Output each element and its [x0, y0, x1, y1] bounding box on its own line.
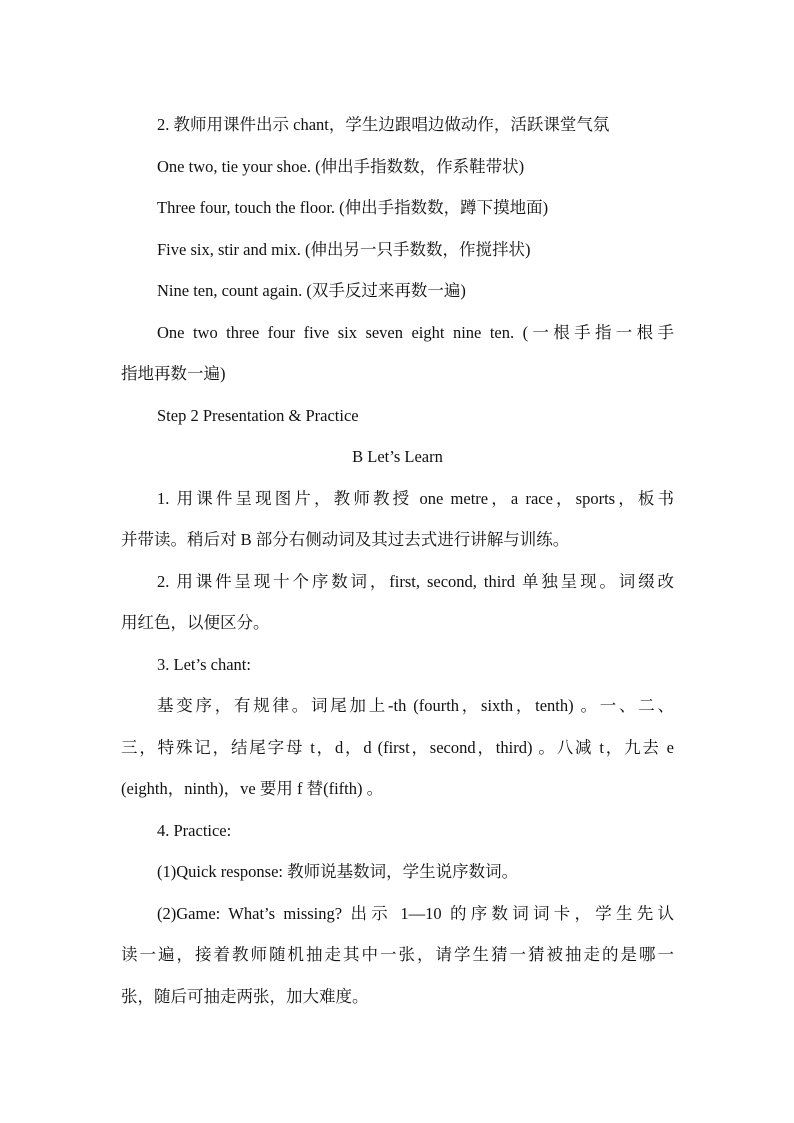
paragraph-line: 基变序，有规律。词尾加上-th (fourth，sixth，tenth) 。一、二、	[157, 696, 674, 715]
chant-line: Five six, stir and mix. (伸出另一只手数数，作搅拌状)	[157, 239, 531, 259]
practice-item: 读一遍，接着教师随机抽走其中一张，请学生猜一猜被抽走的是哪一	[121, 945, 674, 964]
paragraph-line: 三，特殊记，结尾字母 t，d，d (first，second，third) 。八减 t，九去 e	[121, 737, 674, 757]
paragraph-line: 并带读。稍后对 B 部分右侧动词及其过去式进行讲解与训练。	[121, 530, 570, 549]
paragraph-line: 1. 用课件呈现图片，教师教授 one metre，a race，sports，板书	[157, 488, 674, 508]
chant-line-continued: 指地再数一遍)	[121, 364, 226, 383]
chant-line: Three four, touch the floor. (伸出手指数数，蹲下摸地面)	[157, 198, 549, 217]
subheading: 3. Let’s chant:	[157, 654, 251, 674]
paragraph-line: 2. 教师用课件出示 chant，学生边跟唱边做动作，活跃课堂气氛	[157, 115, 610, 134]
step-heading: Step 2 Presentation & Practice	[157, 405, 359, 425]
chant-line: Nine ten, count again. (双手反过来再数一遍)	[157, 281, 466, 300]
paragraph-line: 2. 用课件呈现十个序数词，first, second, third 单独呈现。词缀改	[157, 571, 674, 591]
subheading: 4. Practice:	[157, 820, 232, 840]
practice-item: 张，随后可抽走两张，加大难度。	[121, 986, 369, 1006]
practice-item: (2)Game: What’s missing? 出示 1—10 的序数词词卡，学生先认	[157, 903, 674, 923]
chant-line: One two three four five six seven eight nine ten. (一根手指一根手	[157, 322, 674, 342]
practice-item: (1)Quick response: 教师说基数词，学生说序数词。	[157, 862, 519, 881]
section-title: B Let’s Learn	[352, 447, 443, 466]
paragraph-line: 用红色，以便区分。	[121, 613, 270, 632]
chant-line: One two, tie your shoe. (伸出手指数数，作系鞋带状)	[157, 156, 525, 176]
document-body	[121, 104, 674, 1017]
paragraph-line: (eighth，ninth)，ve 要用 f 替(fifth) 。	[121, 779, 384, 798]
